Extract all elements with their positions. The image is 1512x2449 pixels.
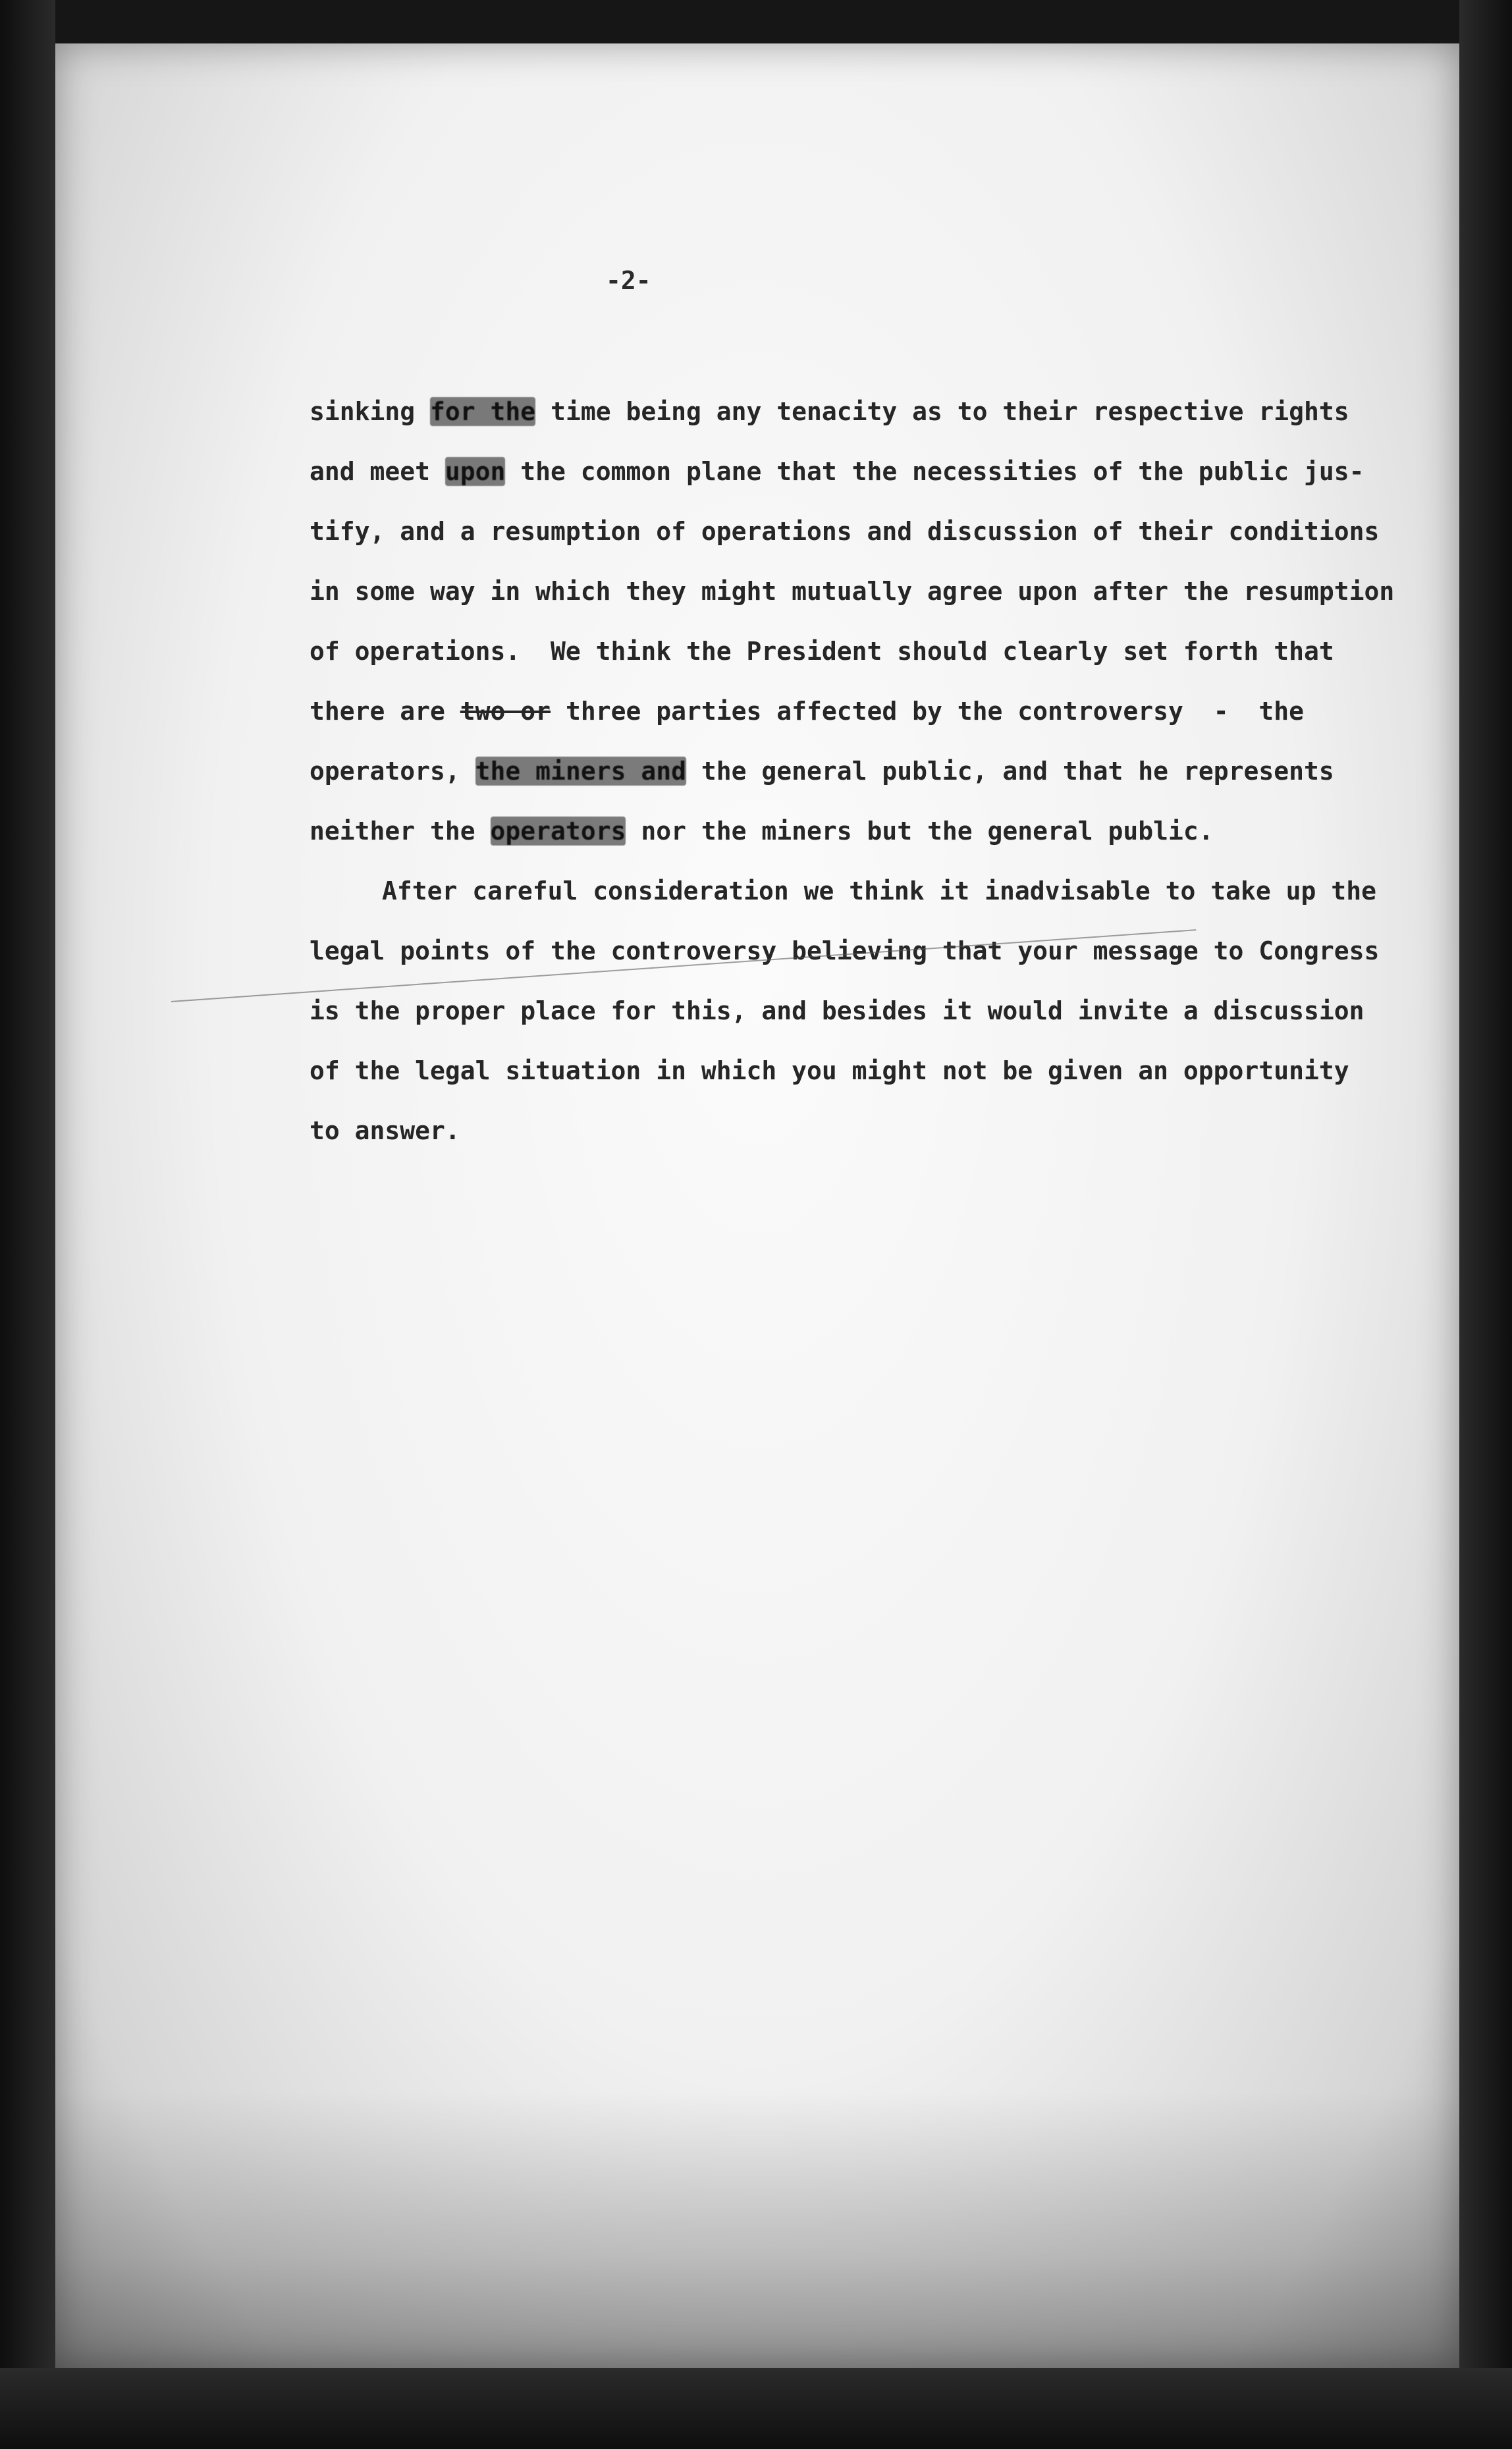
typed-text: nor the miners but the general public. [626, 817, 1214, 846]
paragraph2-line [310, 981, 1363, 1041]
paragraph2-line [310, 921, 1380, 981]
scan-border-right [1459, 0, 1512, 2449]
paragraph2-line [310, 1041, 1363, 1101]
typed-text: time being any tenacity as to their respective rights [535, 397, 1349, 426]
scan-border-left [0, 0, 55, 2449]
typed-text: to answer. [310, 1116, 460, 1145]
paragraph1-line [310, 622, 1363, 682]
paragraph1-line [310, 562, 1395, 622]
overtyped-text: the miners and [475, 757, 686, 786]
overtyped-text: for the [430, 397, 536, 426]
scan-border-bottom [0, 2368, 1512, 2449]
typed-text: the common plane that the necessities of the public jus- [505, 457, 1364, 486]
body-text [310, 382, 1395, 1161]
paragraph1-line [310, 741, 1363, 801]
typed-text: is the proper place for this, and besides it would invite a discussion [310, 996, 1364, 1025]
typed-text: three parties affected by the controversy - the [551, 697, 1304, 726]
typed-text: operators, [310, 757, 475, 786]
typed-text: legal points of the controversy believing that your message to Congress [310, 936, 1380, 965]
typed-text: tify, and a resumption of operations and discussion of their conditions [310, 517, 1380, 546]
typed-text: the general public, and that he represents [686, 757, 1334, 786]
overtyped-text: operators [490, 817, 626, 846]
page-number: -2- [606, 266, 651, 295]
typed-text: sinking [310, 397, 431, 426]
paragraph2-line [310, 861, 1376, 921]
typed-text: of the legal situation in which you might not be given an opportunity [310, 1056, 1349, 1085]
typed-text: neither the [310, 817, 491, 846]
paragraph1-line [310, 442, 1363, 502]
typed-text: there are [310, 697, 460, 726]
paragraph1-line [310, 682, 1363, 741]
typed-text: After careful consideration we think it inadvisable to take up the [382, 876, 1376, 905]
paragraph2-line [310, 1101, 1363, 1161]
paragraph1-line [310, 382, 1363, 442]
typed-text: in some way in which they might mutually agree upon after the resumption [310, 577, 1395, 606]
struck-text: two or [460, 697, 551, 726]
paragraph1-line [310, 801, 1363, 861]
paragraph1-line [310, 502, 1380, 562]
typed-text: and meet [310, 457, 445, 486]
overtyped-text: upon [445, 457, 506, 486]
typed-text: of operations. We think the President should clearly set forth that [310, 637, 1334, 666]
